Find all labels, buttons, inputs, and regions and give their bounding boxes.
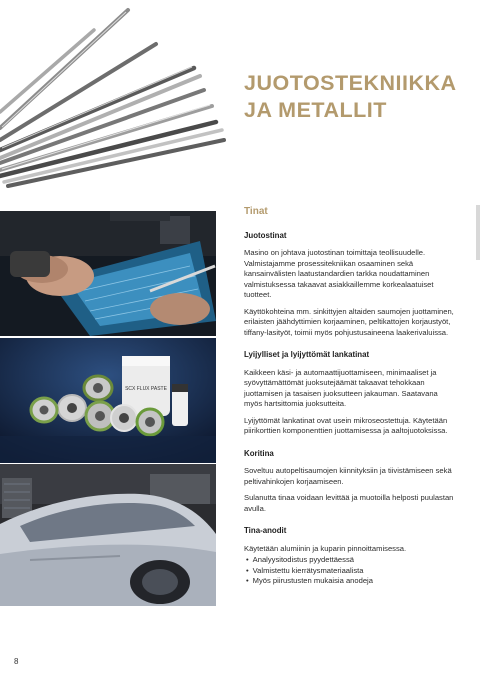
page-title: [244, 70, 464, 124]
block-paragraph: Soveltuu autopeltisaumojen kiinnityksiin ja tiivistämiseen sekä peltivahinkojen korjaamiseen.: [244, 466, 452, 486]
block-koritina: [244, 449, 456, 515]
title-line-2: JA METALLIT: [244, 98, 387, 122]
block-heading: Lyijylliset ja lyijyttömät lankatinat: [244, 350, 370, 359]
soldering-photo: [0, 211, 216, 336]
block-heading: Juotostinat: [244, 230, 287, 240]
solder-rods-image: [0, 0, 232, 195]
block-tina-anodit: [244, 526, 456, 587]
list-item: • Analyysitodistus pyydettäessä: [246, 555, 456, 566]
page-edge-line: [476, 205, 480, 260]
block-paragraph: Masino on johtava juotostinan toimittaja teollisuudelle. Valmistajamme prosessitekniikan osaaminen sekä kansainvälisten laatustandardien tarkka noudattaminen valmistuksessa takaavat asiakkaillemme korkealaatuiset tuotteet.: [244, 248, 434, 299]
block-paragraph: Käytetään alumiinin ja kuparin pinnoittamisessa.: [244, 543, 407, 553]
title-line-1: JUOTOSTEKNIIKKA: [244, 71, 457, 95]
list-item: • Valmistettu kierrätysmateriaalista: [246, 566, 456, 577]
block-lankatinat: [244, 350, 456, 437]
block-heading: Tina-anodit: [244, 526, 287, 535]
flux-paste-label: SCX FLUX PASTE: [125, 386, 167, 392]
section-title: Tinat: [244, 206, 268, 217]
car-body-photo: [0, 464, 216, 606]
page-number: 8: [14, 657, 19, 666]
text-column: [244, 207, 456, 587]
block-paragraph: Lyijyttömät lankatinat ovat usein mikroseostettuja. Käytetään piirikorttien komponenttien juottamisessa ja aaltojuotoksissa.: [244, 415, 448, 435]
block-paragraph: Kaikkeen käsi- ja automaattijuottamiseen, minimaaliset ja syövyttämättömät juoksutejäämät takaavat tehokkaan juottamisen ja tasaisen juoksutteen jakauman. Saatavana myös hartsittomia juoksutteita.: [244, 367, 438, 408]
list-item: • Myös piirustusten mukaisia anodeja: [246, 576, 456, 587]
bullet-list: [244, 555, 456, 587]
block-paragraph: Sulanutta tinaa voidaan levittää ja muotoilla helposti puulastan avulla.: [244, 493, 454, 513]
block-juotostinat: [244, 231, 456, 339]
solder-spools-photo: [0, 338, 216, 463]
block-heading: Koritina: [244, 448, 274, 458]
block-paragraph: Käyttökohteina mm. sinkittyjen altaiden saumojen juottaminen, erilaisten jäähdyttimien korjaaminen, peltikattojen korjaustyöt, tiffany-lasityöt, toimii myös pohjustusaineena laakerivaluissa.: [244, 306, 454, 337]
